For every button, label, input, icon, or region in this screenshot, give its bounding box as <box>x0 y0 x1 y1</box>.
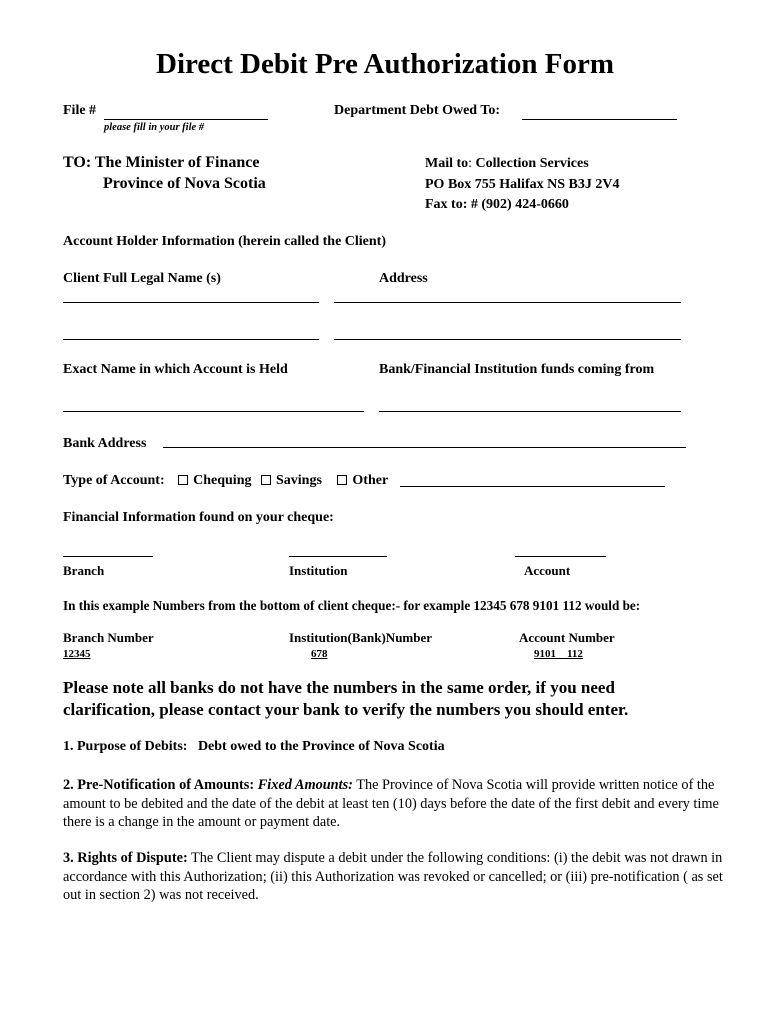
example-text: In this example Numbers from the bottom of client cheque:- for example 12345 678 9101 112 would be: <box>63 598 641 613</box>
mail-to <box>425 156 589 172</box>
other-label: Other <box>352 473 389 488</box>
savings-checkbox[interactable] <box>261 475 271 485</box>
file-number-field[interactable] <box>104 119 268 120</box>
section-3-text: The Client may dispute a debit under the following conditions: (i) the debit was not drawn in accordance with this Authorization; (ii) this Authorization was revoked or cancelled; or (iii) pre-notification ( as set out in section 2) was not received. <box>63 850 723 903</box>
institution-label: Institution <box>289 563 348 578</box>
example-header-account: Account Number <box>519 630 615 645</box>
exact-name-label: Exact Name in which Account is Held <box>63 362 288 377</box>
section-2 <box>63 776 728 832</box>
address-field-2[interactable] <box>334 339 681 340</box>
example-header-branch: Branch Number <box>63 630 154 645</box>
institution-field[interactable] <box>289 556 387 557</box>
savings-label: Savings <box>275 473 322 488</box>
client-name-field-2[interactable] <box>63 339 319 340</box>
file-hint: please fill in your file # <box>104 122 205 133</box>
department-label: Department Debt Owed To: <box>334 103 501 118</box>
account-holder-heading: Account Holder Information (herein called the Client) <box>63 234 387 249</box>
chequing-label: Chequing <box>193 473 252 488</box>
section-1-label: 1. Purpose of Debits: <box>63 739 188 754</box>
account-label: Account <box>524 563 571 578</box>
section-1-value: Debt owed to the Province of Nova Scotia <box>197 739 445 754</box>
other-field[interactable] <box>400 486 665 487</box>
department-field[interactable] <box>522 119 677 120</box>
section-3 <box>63 849 728 905</box>
section-2-italic: Fixed Amounts: <box>257 777 353 793</box>
bank-institution-label: Bank/Financial Institution funds coming from <box>379 362 655 377</box>
exact-name-field[interactable] <box>63 411 364 412</box>
section-1 <box>63 739 445 755</box>
example-value-account: 9101 112 <box>534 648 583 660</box>
mail-value: Collection Services <box>475 156 589 171</box>
fax-line: Fax to: # (902) 424-0660 <box>425 197 569 212</box>
file-label: File # <box>63 103 97 118</box>
page-title: Direct Debit Pre Authorization Form <box>156 48 614 80</box>
address-label: Address <box>379 271 428 286</box>
mail-prefix: Mail to <box>425 156 469 171</box>
other-checkbox[interactable] <box>337 475 347 485</box>
financial-info-label: Financial Information found on your cheque: <box>63 510 334 525</box>
address-field-1[interactable] <box>334 302 681 303</box>
mail-address: PO Box 755 Halifax NS B3J 2V4 <box>425 177 620 192</box>
branch-label: Branch <box>63 563 105 578</box>
branch-field[interactable] <box>63 556 153 557</box>
account-field[interactable] <box>515 556 606 557</box>
mail-colon: : <box>468 156 473 171</box>
client-name-field-1[interactable] <box>63 302 319 303</box>
to-line-2: Province of Nova Scotia <box>103 175 266 192</box>
account-type-row <box>63 473 388 489</box>
note-line-2: clarification, please contact your bank to verify the numbers you should enter. <box>63 700 629 719</box>
account-type-label: Type of Account: <box>63 473 165 488</box>
chequing-checkbox[interactable] <box>178 475 188 485</box>
example-value-institution: 678 <box>311 648 328 660</box>
example-header-institution: Institution(Bank)Number <box>289 630 433 645</box>
to-line-1: TO: The Minister of Finance <box>63 154 260 171</box>
section-2-label: 2. Pre-Notification of Amounts: <box>63 777 255 793</box>
section-3-label: 3. Rights of Dispute: <box>63 850 188 866</box>
section-2-text: The Province of Nova Scotia will provide written notice of the amount to be debited and the date of the debit at least ten (10) days before the date of the first debit and every time there is a change in the amount or payment date. <box>63 777 719 830</box>
note-line-1: Please note all banks do not have the numbers in the same order, if you need <box>63 678 615 697</box>
client-name-label: Client Full Legal Name (s) <box>63 271 221 286</box>
example-value-branch: 12345 <box>63 648 91 660</box>
bank-address-field[interactable] <box>163 447 686 448</box>
bank-institution-field[interactable] <box>379 411 681 412</box>
bank-address-label: Bank Address <box>63 436 147 451</box>
